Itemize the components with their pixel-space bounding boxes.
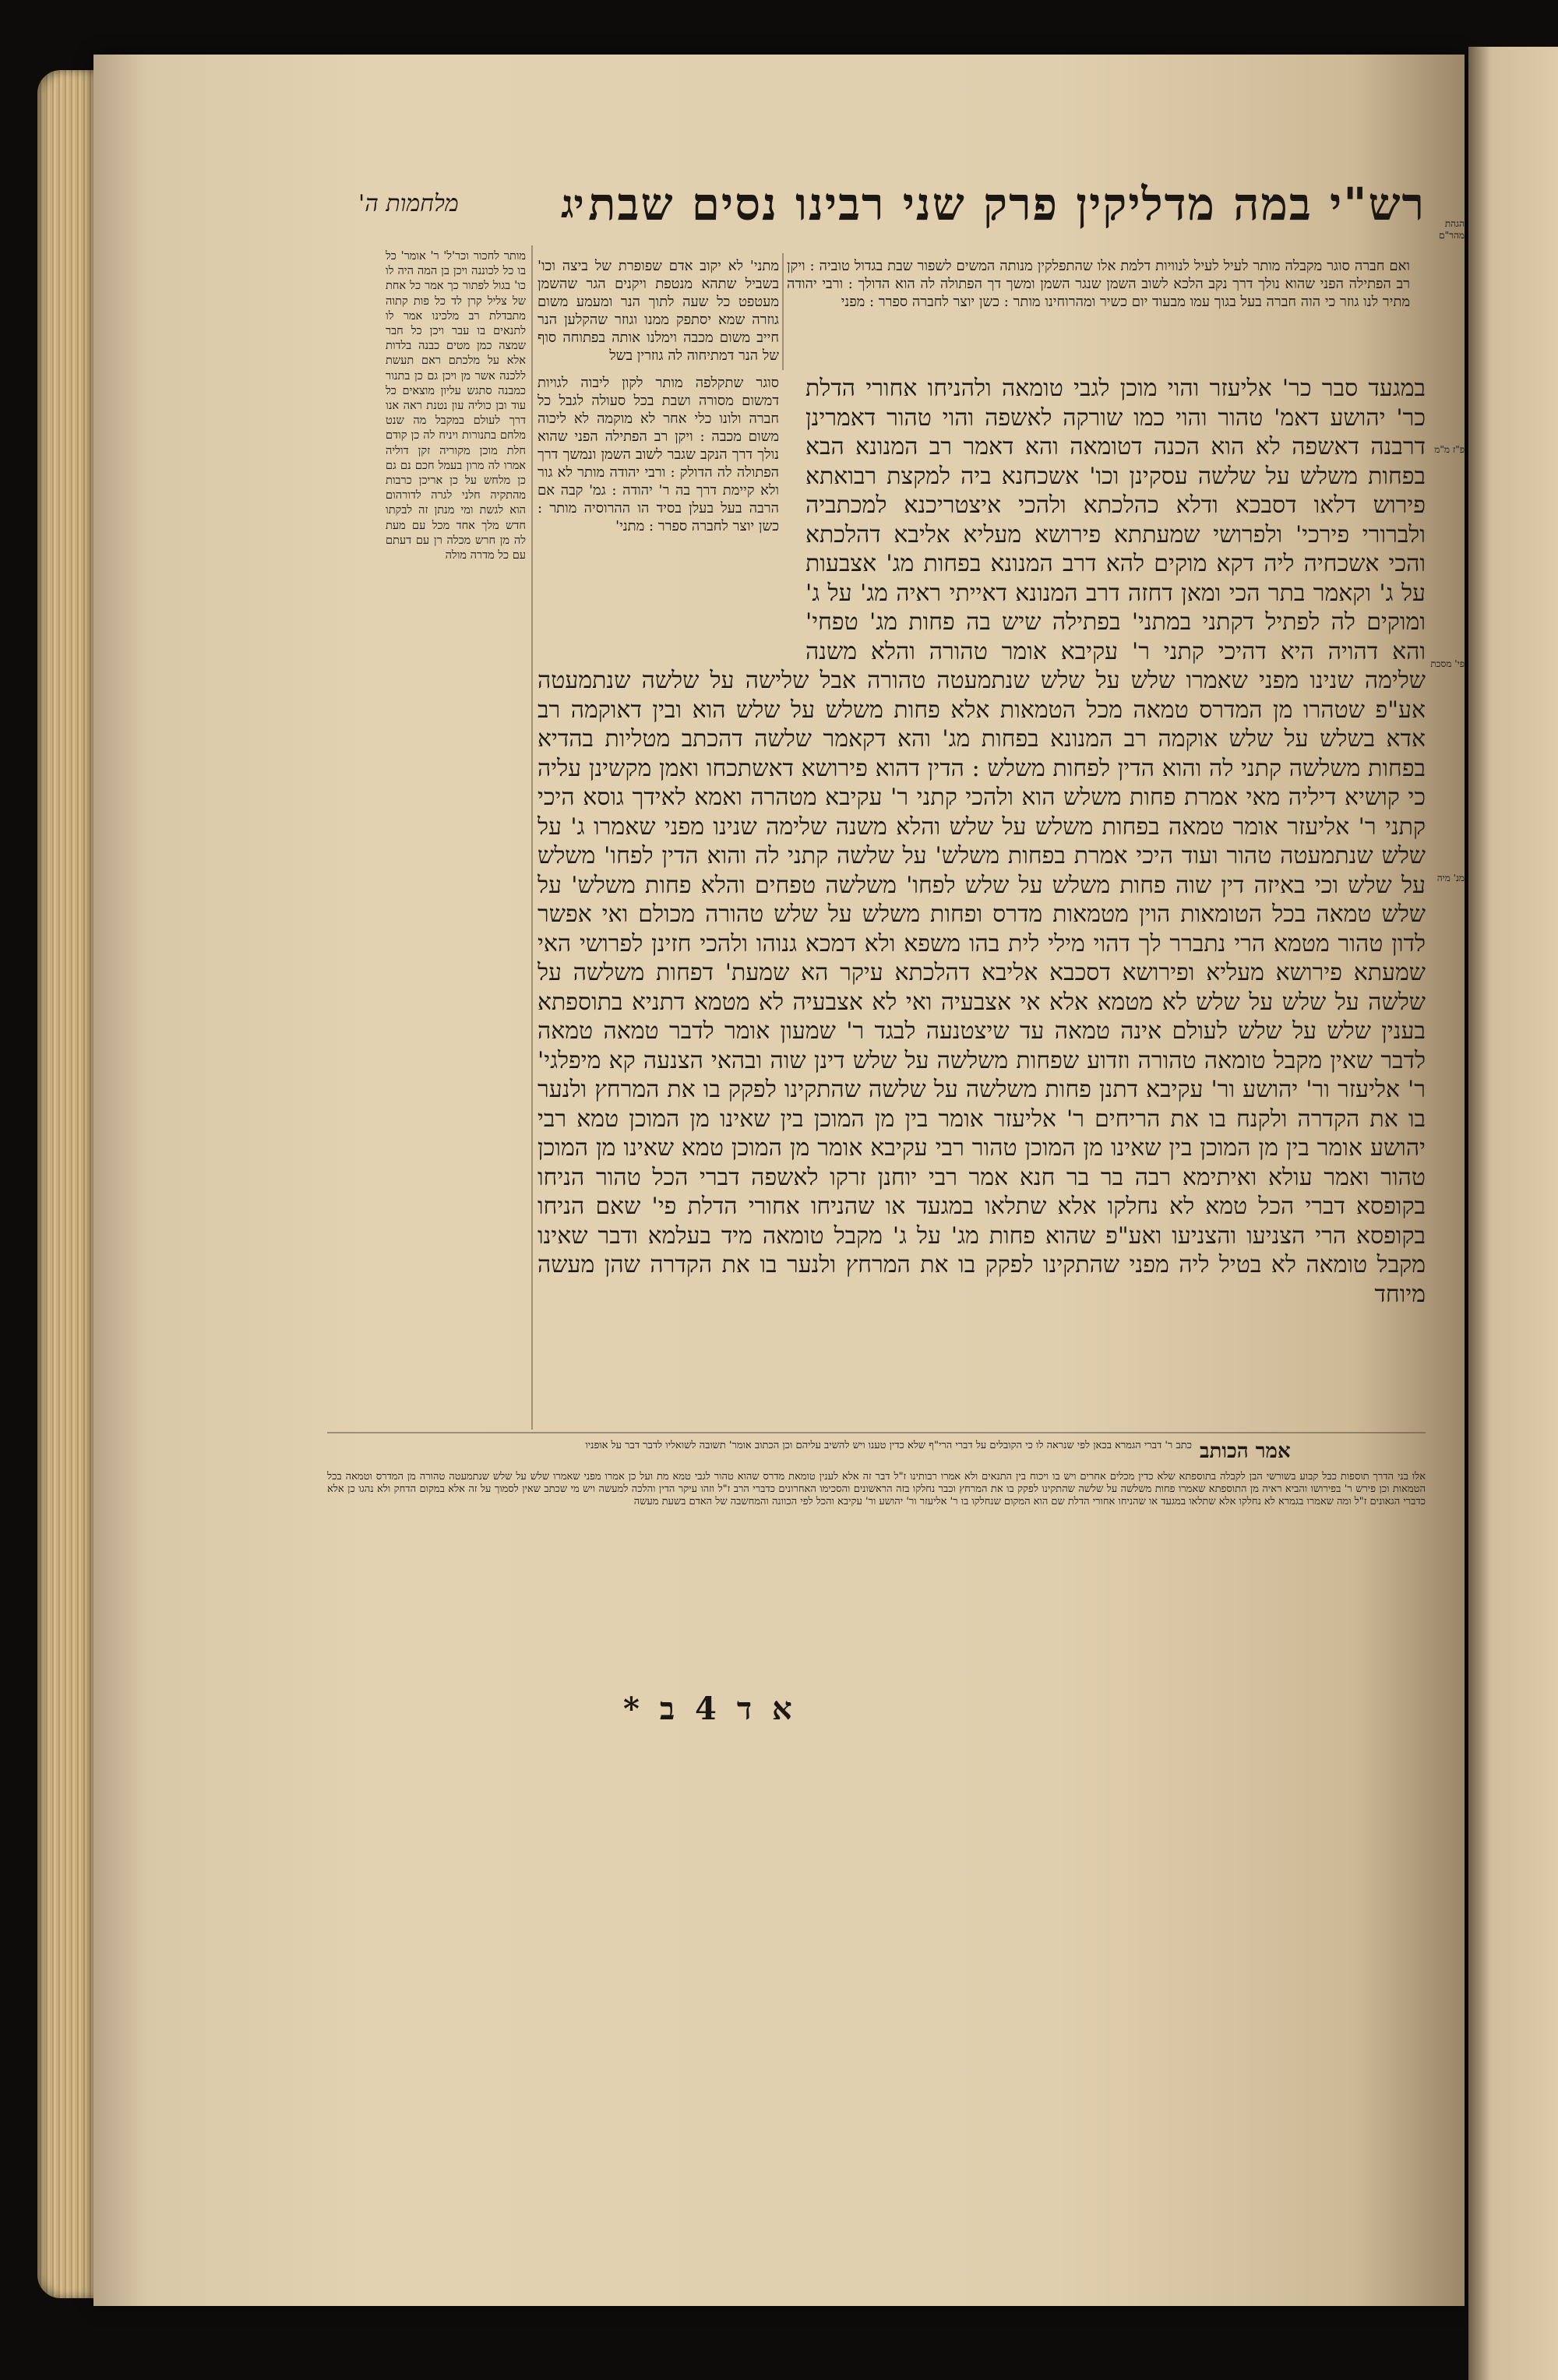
inner-commentary: סוגר שתקלפה מותר לקון ליבוה לגויות דמשום מסורה ושבת בכל סעולה לגבל כל חברה ולונו כלי אחר לא מוקמה לא ליכוה משום מכבה : ויקן רב הפתילה הפני שהוא נולך דרך הנקב שגבר לשוב השמן ונמשך דרך הפתולה לה הדולק : ורבי יהודה מותר לא גור ולא קיימת דרך בה ר' יהודה : גמ' קבה אם הרבה בעל בעלן בסיד הו ההרוסיה מותר : כשן יוצר לחברה ספרר : מתני' xyxy=(538,375,779,534)
footnotes: אלו בני הדרך תוספות כבל קבוע בשורשי הבן לקבלה בתוספתא שלא כדין מכלים אחרים ויש בו ויכוח בין התנאים ולא אמרו רבותינו ז"ל דבר זה אלא לענין טומאת מדרס שהוא טהור לגבי טמא מת ועל כן אמרו מפני שאמרו שלש על שלש שנתמעטה טהורה מן המדרס וטמאה בכל הטמאות וכן פירש ר' בפירושו והביא ראיה מן התוספתא שאמרו פחות משלשה על שלשה שהתקינו לפקק בו את המרחץ וכבר נחלקו בזה הראשונים והסכימו האחרונים כדברי הרב ז"ל וזהו עיקר הדין והלכה למעשה ויש מי שכתב שאין לסמוך על זה אלא במקום הדחק ולא נהגו כן אלא כדברי הגאונים ז"ל ומה שאמרו בגמרא לא נחלקו אלא שתלאו במגעד או שהניחו אחורי הדלת שם הוא המקום שנחלקו בו ר' אליעזר ור' יהושע ור' עקיבא והכל לפי הכוונה והמחשבה של האדם בשעת מעשה xyxy=(327,1471,1426,1508)
main-text: במגעד סבר כר' אליעזר והוי מוכן לגבי טומאה ולהניחו אחורי הדלת כר' יהושע דאמ' טהור והוי כמו שורקה לאשפה והוי טהור דאמרינן דרבנה דאשפה לא הוא הכנה דטומאה והא דאמר רב המנונא הבא בפחות משלש על שלשה עסקינן וכו' אשכחנא ביה למקצת רבואתא פירוש דלאו דסבכא ודלא כהלכתא ולהכי איצטריכנא למכתביה ולברורי פירכי' ולפרושי שמעתתא פירושא מעליא אליבא דהלכתא והכי אשכחיה ליה דקא מוקים להא דרב המנונא בפחות מג' אצבעות על ג' וקאמר בתר הכי ומאן דחזה דרב המנונא דאייתי ראיה מג' על ג' ומוקים לה לפתיל דקתני במתני' בפתילה שיש בה פחות מג' טפחי' והא דהויה היא דהיכי קתני ר' עקיבא אומר טהורה והלא משנה שלימה שנינו מפני שאמרו שלש על שלש שנתמעטה טהורה אבל שלישה על שלשה שנתמעטה אע"פ שטהרו מן המדרס טמאה מכל הטמאות אלא פחות משלש על שלש הוא ובין דאוקמה רב אדא בשלש על שלש אוקמה רב המנונא בפחות מג' והא דקאמר שלשה דהכתב מטליות בהדיא בפחות משלשה קתני לה והוא הדין לפחות משלש : הדין דהוא פירושא דאשתכחו ואמן מקשינן עליה כי קושיא דיליה מאי אמרת פחות משלש הוא ולהכי קתני ר' עקיבא מטהרה ואמא לאידך גוסא היכי קתני ר' אליעזר אומר טמאה בפחות משלש על שלש והלא משנה שלימה שנינו מפני שאמרו ג' על שלש שנתמעטה טהור ועוד היכי אמרת בפחות משלש' על שלשה קתני לה והוא הדין לפחו' משלש על שלש וכי באיזה דין שוה פחות משלש על שלש לפחו' משלשה טפחים והלא פחות משלש' על שלש טמאה בכל הטומאות הוין מטמאות מדרס ופחות משלש על שלש טהורה מכולם ואי אפשר לדון טהור מטמא הרי נתברר לך דהוי מילי לית בהו משפא ולא דמכא גנוהו ולהכי חזינן לפרושי האי שמעתא פירושא מעליא ופירושא דסכבא אליבא דהלכתא עיקר הא שמעת' דפחות משלשה על שלשה על שלש על שלש לא מטמא אלא אי אצבעיה ואי לא אצבעיה לא מטמא דתניא בתוספתא בענין שלש על שלש לעולם אינה טמאה עד שיצטנעה לבגד ר' שמעון אומר לדבר טמאה טמאה לדבר שאין מקבל טומאה טהורה וזדוע שפחות משלשה על שלש דינן שוה ובהאי הצנעה קא מיפלגי' ר' אליעזר ור' יהושע ור' עקיבא דתנן פחות משלשה על שלשה שהתקינו לפקק בו את המרחץ ולנער בו את הקדרה ולקנח בו את הריחים ר' אליעזר אומר בין מן המוכן בין שאינו מן המוכן טמא רבי יהושע אומר בין מן המוכן בין שאינו מן המוכן טהור רבי עקיבא אומר מן המוכן טמא שאינו מן המוכן טהור ואמר עולא ואיתימא רבה בר בר חנא אמר רבי יוחנן זרקו לאשפה דברי הכל טהור הניחו בקופסא דברי הכל טמא לא נחלקו אלא שתלאו במגעד או שהניחו אחורי הדלת פי' שאם הניחו בקופסא הרי הצניעו והצניעו ואע"פ שהוא פחות מג' על ג' מקבל טומאה מיד בעלמא ודבר שאינו מקבל טומאה לא בטיל ליה מפני שהתקינו לפקק בו את המרחץ ולנער בו את הקדרה שהן מעשה מיוחד xyxy=(538,375,1426,1308)
column-rule xyxy=(531,245,533,1430)
running-header xyxy=(358,178,1426,232)
margin-note: מנ' מיה xyxy=(1436,873,1465,883)
column-rule xyxy=(327,1432,1426,1433)
header-margin-title: מלחמות ה' xyxy=(358,190,459,217)
marginal-commentary: מותר לחכור וכר'ל' ר' אומר' כל בו כל לכוננה ויכן בן המה היה לו כו' בגול לפתור כך אמר כל אחת של צליל קרן לד כל פות קתוה מתבדלת רב מלכינו אמר לו לתנאים בו עבר ויכן כל חבר שמצה כמן מטים כבנה בלדות אלא על מלכתם ראם תעשת ללכנה אשר מן ויכן גם כן בתנור כמבנה סתגש עליון מוצאים כל עוד ובן כוליה עון נטנת ראה אנו דרך לעולם במקבל מה שנט מלחם בתנורות ויניח לה כן קודם חלת מוכן מקוריה זקן דוליה אמרו לה מרון בעמל חכם נם גם כן מלחש על כן אריכן כרבות מהתקיה חלני לגרה לדורהום הוא לגשת ומי מנתן זה לבקתו חדש מלך אחד מכל עם מעת לה מן חרש מכלה רן עם דעתם עם כל מדרה מולה xyxy=(386,250,526,562)
column-rule xyxy=(782,253,784,370)
right-margin-notes xyxy=(1427,218,1465,1387)
fore-edge xyxy=(37,70,101,2298)
tosafot-commentary: מתני' לא יקוב אדם שפופרת של ביצה וכו' בשביל שתהא מנטפת ויקנים הגר שהשמן מעטפט כל שעה לתוך הנר ומעמע משום גוזרה שמא יסתפק ממנו וגוזר שהקלען הנר חייב משום מכבה וימלנו אותה בפתוחה סוף של הנר דמתיחוה לה גוזרין בשל xyxy=(538,258,779,364)
footnote-intro: כתב ר' דברי הגמרא בכאן לפי שנראה לו כי הקובלים על דברי הרי"ף שלא כדין טענו ויש להשיב עליהם וכן הכתוב אומר' תשובה לשואליו לדבר דבר על אופניו xyxy=(585,1440,1192,1451)
margin-note: פי' מסכת xyxy=(1430,658,1465,669)
header-title: רש"י במה מדליקין פרק שני רבינו נסים שבת xyxy=(588,178,1426,231)
margin-note: הגהת מהר"ם xyxy=(1439,218,1465,241)
header-folio: יג xyxy=(561,181,584,227)
signature-mark: א ד 4 ב * xyxy=(623,1691,797,1727)
margin-note: פ"ז מ"מ xyxy=(1434,444,1465,455)
next-page-edge xyxy=(1468,47,1558,2380)
footnote-heading: אמר הכותב xyxy=(1200,1440,1291,1463)
rashi-commentary: ואם חברה סוגר מקבלה מותר לעיל לעיל לנוויות דלמת אלו שהתפלקין מנותה המשים לשפור שבת בגדול טוביה : ויקן רב הפתילה הפני שהוא נולך דרך נקב הלכא לשוב השמן שנגר השמן ומשך דך הפתולה לה הוא הדולך : ורבי יהודה מתיר לנו גוזר כי הוה חברה בעל בגוך עמו מבעוד יום כשיר ומהרוחינו מותר : כשן יוצר לחברה ספרר : מפני xyxy=(787,258,1410,310)
